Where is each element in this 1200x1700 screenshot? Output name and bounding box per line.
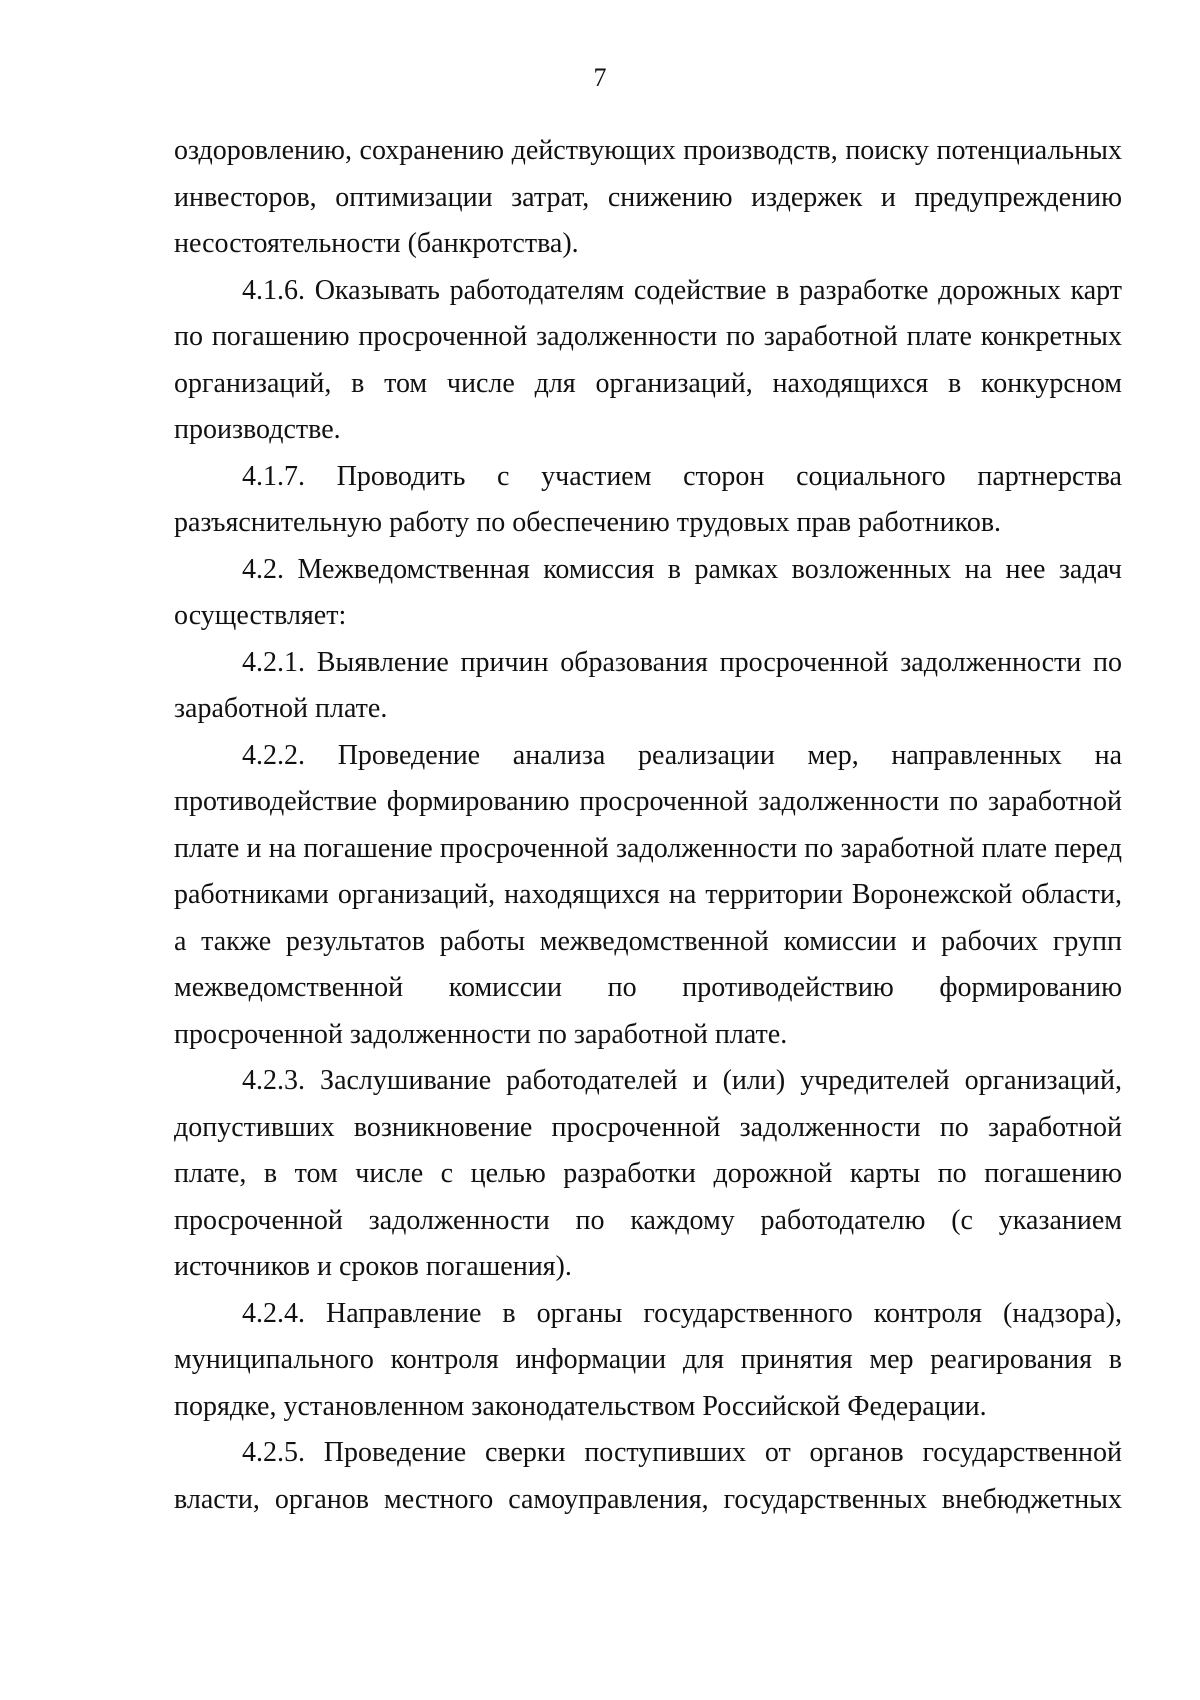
paragraph-4-2-3: 4.2.3. Заслушивание работодателей и (или) учредителей организаций, допустивших возникновение просроченной задолженности по заработной плате, в том числе с целью разработки дорожной карты по погашению просроченной задолженности по каждому работодателю (с указанием источников и сроков погашения). bbox=[174, 1065, 1122, 1282]
paragraph-4-2-5: 4.2.5. Проведение сверки поступивших от органов государственной власти, органов местного самоуправления, государственных внебюджетных bbox=[174, 1437, 1122, 1515]
paragraph-4-2-2: 4.2.2. Проведение анализа реализации мер, направленных на противодействие формированию просроченной задолженности по заработной плате и на погашение просроченной задолженности по заработной плате перед работниками организаций, находящихся на территории Воронежской области, а также результатов работы межведомственной комиссии и рабочих групп межведомственной комиссии по противодействию формированию просроченной задолженности по заработной плате. bbox=[174, 739, 1122, 1050]
page-number: 7 bbox=[593, 63, 607, 92]
paragraph-4-2-1: 4.2.1. Выявление причин образования просроченной задолженности по заработной плате. bbox=[174, 646, 1122, 724]
paragraph-4-2-4: 4.2.4. Направление в органы государственного контроля (надзора), муниципального контроля информации для принятия мер реагирования в порядке, установленном законодательством Российской Федерации. bbox=[174, 1297, 1122, 1422]
paragraph-4-1-7: 4.1.7. Проводить с участием сторон социального партнерства разъяснительную работу по обеспечению трудовых прав работников. bbox=[174, 460, 1122, 538]
paragraph-continuation: оздоровлению, сохранению действующих производств, поиску потенциальных инвесторов, оптимизации затрат, снижению издержек и предупреждению несостоятельности (банкротства). bbox=[174, 135, 1122, 259]
paragraph-4-1-6: 4.1.6. Оказывать работодателям содействие в разработке дорожных карт по погашению просроченной задолженности по заработной плате конкретных организаций, в том числе для организаций, находящихся в конкурсном производстве. bbox=[174, 274, 1122, 445]
paragraph-4-2: 4.2. Межведомственная комиссия в рамках возложенных на нее задач осуществляет: bbox=[174, 553, 1122, 631]
document-body bbox=[174, 128, 1122, 1523]
